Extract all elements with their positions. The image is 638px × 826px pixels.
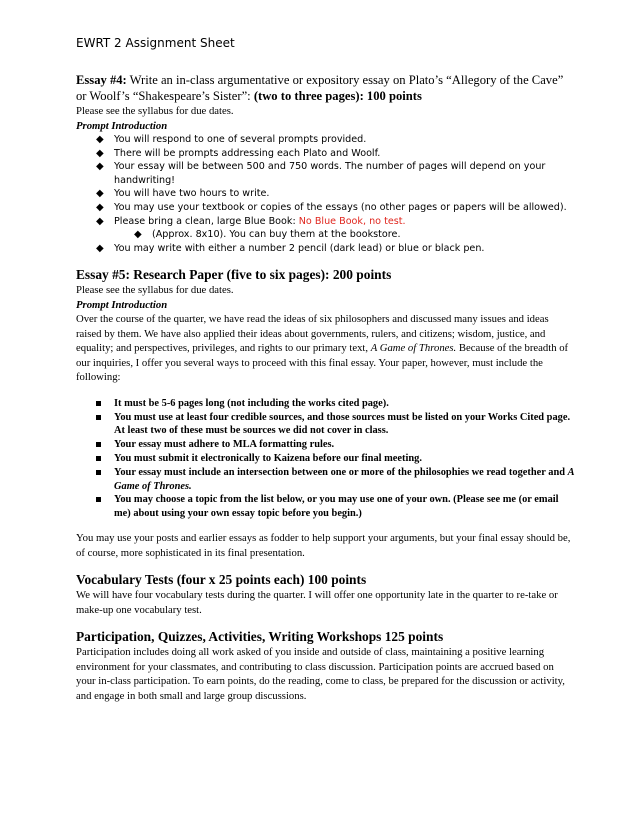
participation-text: Participation includes doing all work asked of you inside and outside of class, maintaining a positive learning environment for your classmates, and contributing to class discussion. Participation points are accrued based on your in-class participation. To earn points, do the reading, come to class, be prepared for the discussion or activity, and engage in both small and large group discussions. xyxy=(76,646,565,702)
square-bullet-icon xyxy=(96,415,101,420)
diamond-bullet-icon: ◆ xyxy=(96,161,104,173)
essay5-heading: Essay #5: Research Paper (five to six pages): 200 points xyxy=(76,267,392,283)
vocab-text: We will have four vocabulary tests during the quarter. I will offer one opportunity late in the quarter to re-take or make-up one vocabulary test. xyxy=(76,589,558,616)
essay4-syllabus: Please see the syllabus for due dates. xyxy=(76,105,234,117)
essay4-heading xyxy=(76,72,576,104)
vocab-heading: Vocabulary Tests (four x 25 points each) 100 points xyxy=(76,572,367,588)
document-header: EWRT 2 Assignment Sheet xyxy=(76,36,235,50)
list-item: ◆ You will respond to one of several prompts provided. xyxy=(96,134,367,145)
essay5-intro-paragraph: Over the course of the quarter, we have read the ideas of six philosophers and discussed many issues and ideas raised by them. We have also applied their ideas about governments, rulers, and citizens; wisdom, justice, and equality; and perspectives, privileges, and rights to our primary text, A Game of Thrones. Because of the breadth of our inquiries, I offer you several ways to proceed with this final essay. Your paper, however, must include the following: xyxy=(76,313,569,384)
essay4-text: Write an in-class argumentative or expository essay on Plato’s “Allegory of the Cave” or Woolf’s “Shakespeare’s Sister”: xyxy=(76,73,564,103)
document-page xyxy=(76,36,576,714)
square-bullet-icon xyxy=(96,401,101,406)
list-item: ◆ (Approx. 8x10). You can buy them at the bookstore. xyxy=(134,229,401,241)
list-item: ◆ Your essay will be between 500 and 750 words. The number of pages will depend on your handwriting! xyxy=(96,161,546,186)
list-item: ◆ There will be prompts addressing each Plato and Woolf. xyxy=(96,147,381,159)
list-item: You must submit it electronically to Kaizena before our final meeting. xyxy=(76,452,576,466)
diamond-bullet-icon: ◆ xyxy=(96,188,104,200)
list-item: You must use at least four credible sources, and those sources must be listed on your Works Cited page. At least two of these must be sources we did not cover in class. xyxy=(76,411,576,439)
participation-heading: Participation, Quizzes, Activities, Writing Workshops 125 points xyxy=(76,629,444,645)
list-item: Your essay must adhere to MLA formatting rules. xyxy=(76,438,576,452)
essay4-prompt-label: Prompt Introduction xyxy=(76,119,168,132)
diamond-bullet-icon: ◆ xyxy=(96,134,104,145)
list-item: Your essay must include an intersection between one or more of the philosophies we read together and A Game of Thrones. xyxy=(76,466,576,494)
square-bullet-icon xyxy=(96,470,101,475)
essay5-prompt-label: Prompt Introduction xyxy=(76,298,168,311)
essay5-closing-paragraph: You may use your posts and earlier essays as fodder to help support your arguments, but your final essay should be, of course, more sophisticated in its final presentation. xyxy=(76,532,571,559)
diamond-bullet-icon: ◆ xyxy=(96,215,104,227)
essay5-section xyxy=(76,266,576,560)
list-item: ◆ You may write with either a number 2 pencil (dark lead) or blue or black pen. xyxy=(96,242,485,254)
essay5-syllabus: Please see the syllabus for due dates. xyxy=(76,284,234,297)
list-item: ◆ You may use your textbook or copies of the essays (no other pages or papers will be allowed). xyxy=(96,201,567,213)
diamond-bullet-icon: ◆ xyxy=(96,147,104,159)
essay4-bullet-list xyxy=(76,133,576,255)
square-bullet-icon xyxy=(96,456,101,461)
square-bullet-icon xyxy=(96,497,101,502)
diamond-bullet-icon: ◆ xyxy=(96,201,104,213)
square-bullet-icon xyxy=(96,442,101,447)
vocab-section xyxy=(76,571,576,617)
diamond-bullet-icon: ◆ xyxy=(134,229,142,241)
essay5-requirement-list xyxy=(76,397,576,521)
diamond-bullet-icon: ◆ xyxy=(96,242,104,254)
list-item: ◆ Please bring a clean, large Blue Book: No Blue Book, no test. xyxy=(96,215,406,227)
list-item: You may choose a topic from the list below, or you may use one of your own. (Please see me (or email me) about using your own essay topic before you begin.) xyxy=(76,493,576,521)
essay4-points: (two to three pages): 100 points xyxy=(253,89,422,103)
essay4-section xyxy=(76,72,576,255)
list-item: It must be 5-6 pages long (not including the works cited page). xyxy=(76,397,576,411)
list-item: ◆ You will have two hours to write. xyxy=(96,188,270,200)
essay4-lead: Essay #4: xyxy=(76,73,127,87)
bluebook-warning: No Blue Book, no test. xyxy=(298,215,406,227)
participation-section xyxy=(76,628,576,703)
